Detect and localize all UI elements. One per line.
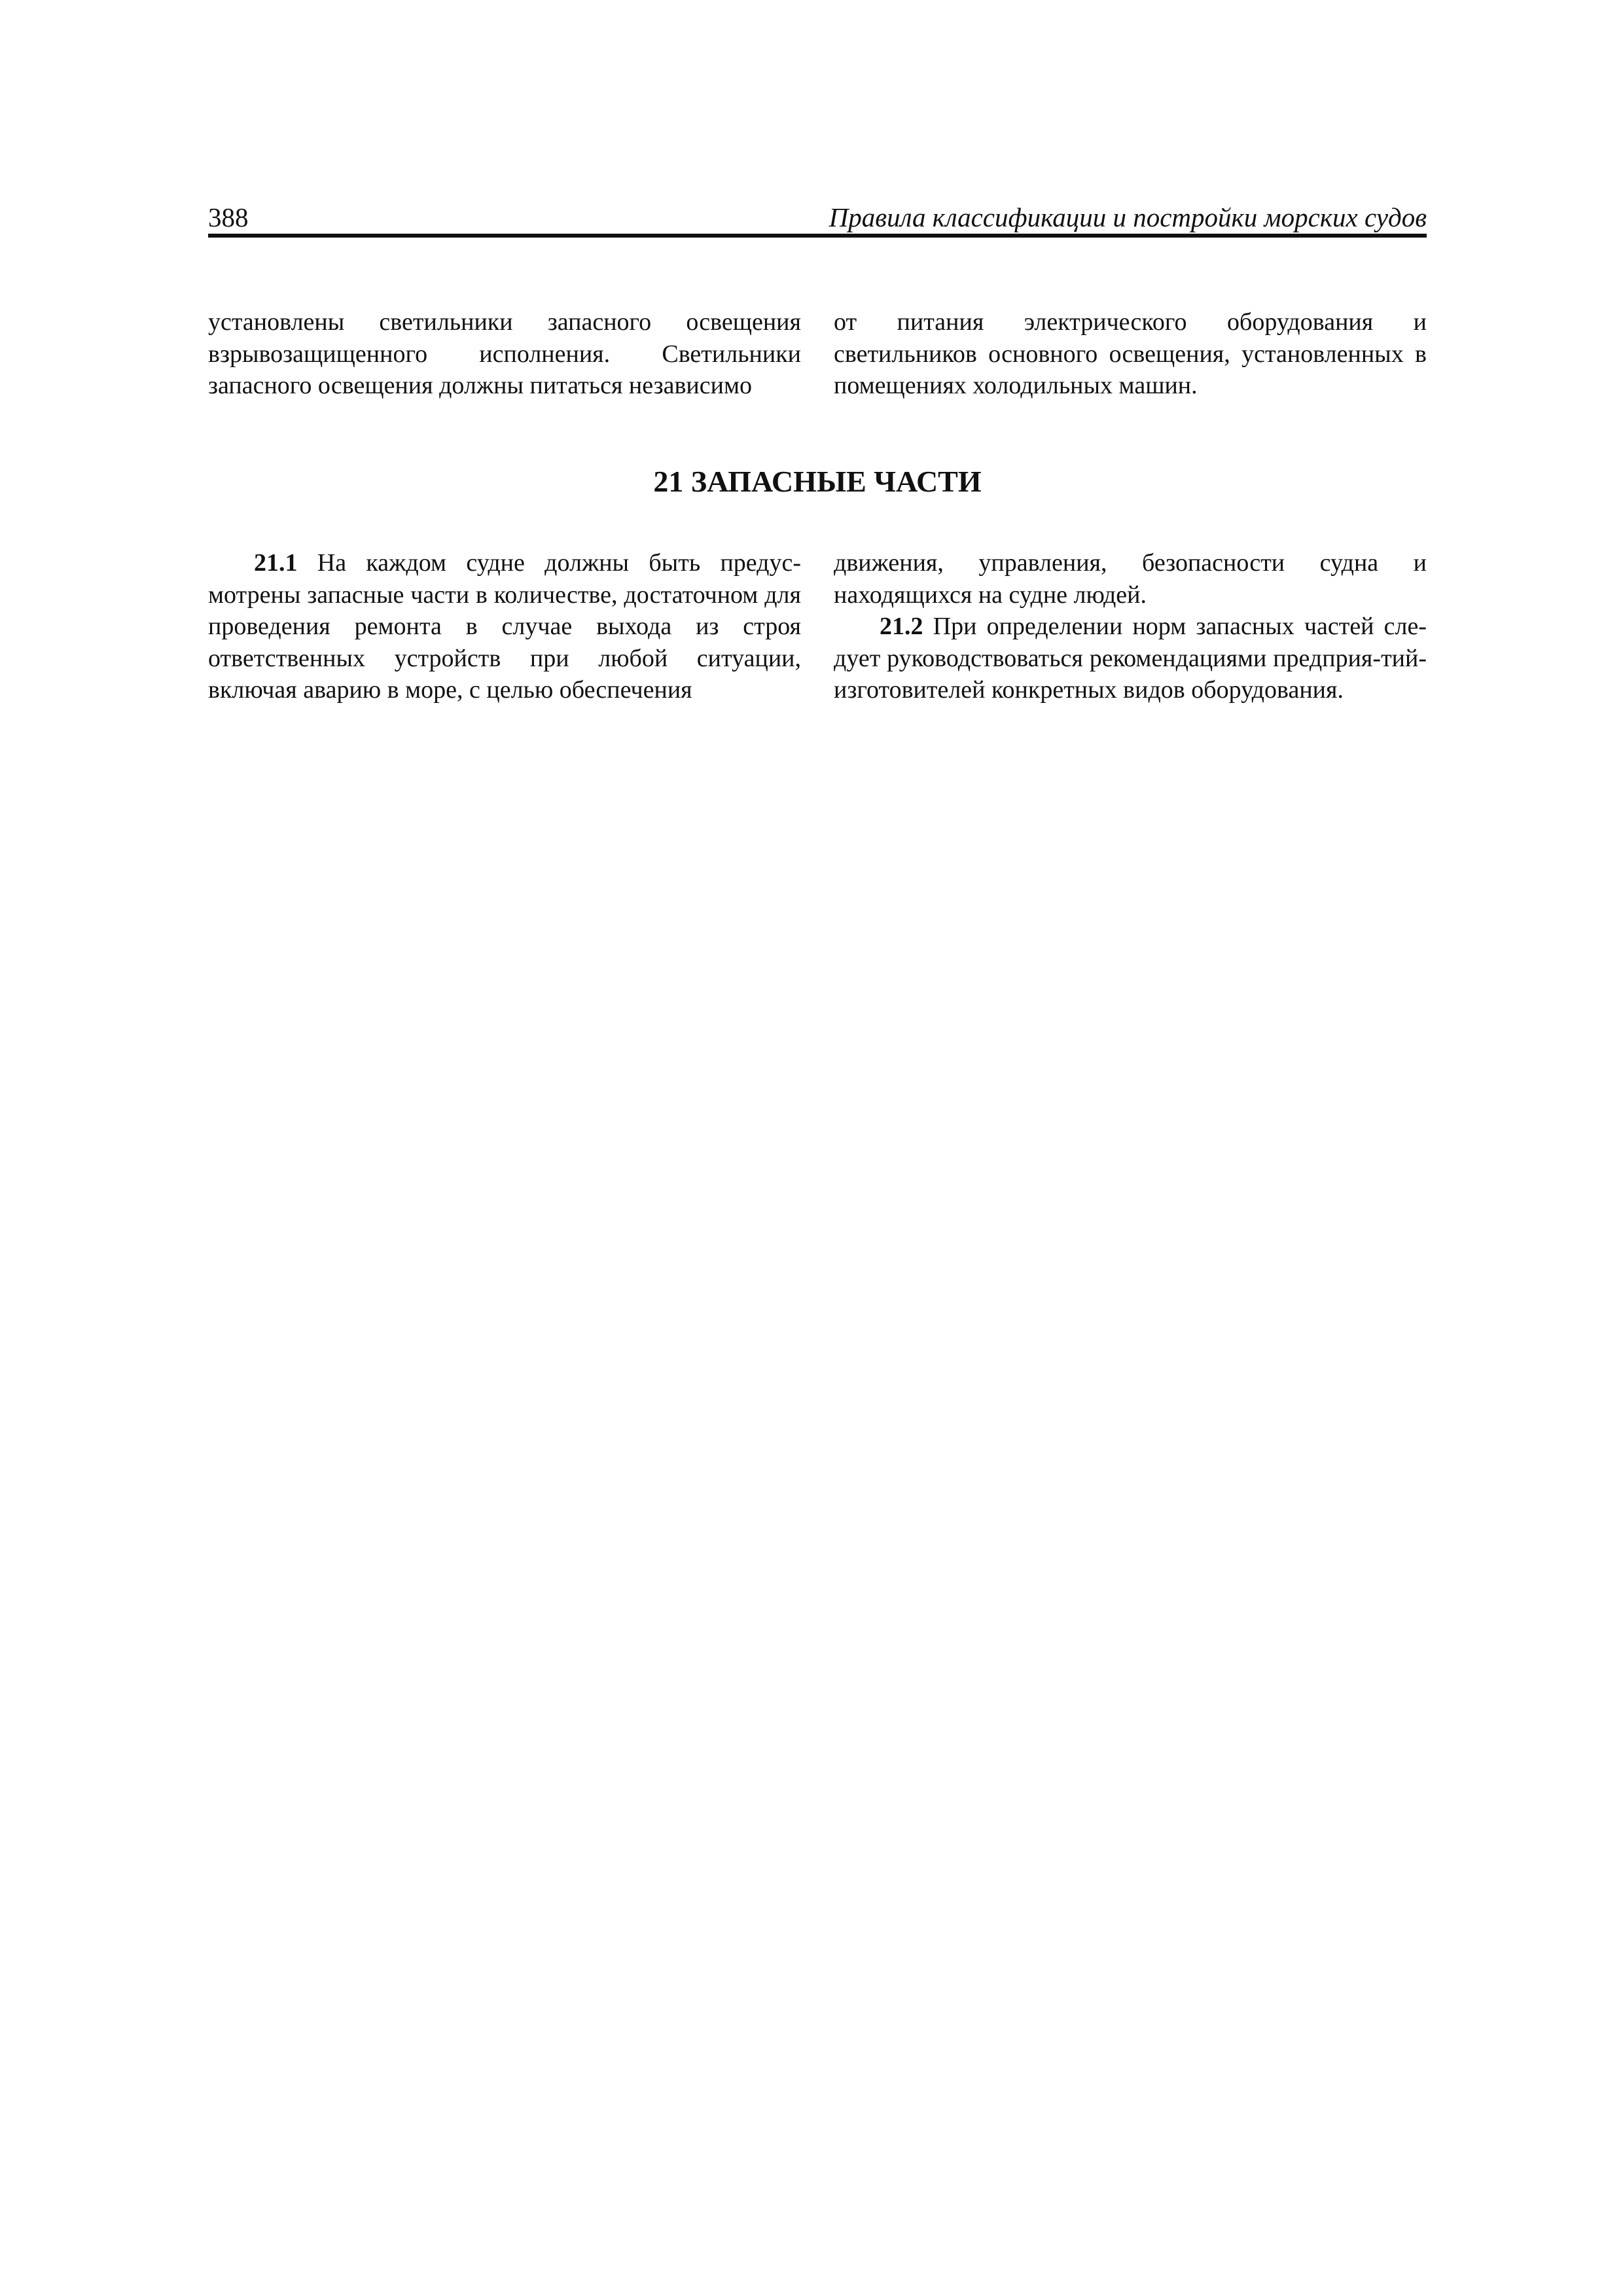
- continuation-text-right: от питания электрического оборудования и светильников основного освещения, установленных в помещениях холодильных машин.: [834, 308, 1427, 399]
- paragraph-number: 21.2: [880, 613, 923, 640]
- paragraph-text: На каждом судне должны быть предус-мотрены запасные части в количестве, достаточном для проведения ремонта в случае выхода из строя ответственных устройств при любой ситуации, включая аварию в море, с целью обеспечения: [208, 549, 801, 704]
- continuation-text-left: установлены светильники запасного освещения взрывозащищенного исполнения. Светильники запасного освещения должны питаться независимо: [208, 308, 801, 399]
- paragraph-21-1: [208, 547, 801, 706]
- running-title: Правила классификации и постройки морских судов: [829, 202, 1427, 232]
- page-header: [208, 200, 1427, 238]
- continuation-block: [208, 306, 1427, 402]
- left-column: [208, 547, 801, 706]
- paragraph-21-1-continued: движения, управления, безопасности судна и находящихся на судне людей.: [834, 549, 1427, 609]
- section-title: 21 ЗАПАСНЫЕ ЧАСТИ: [653, 465, 982, 498]
- right-column: [834, 547, 1427, 706]
- paragraph-text: При определении норм запасных частей сле-дует руководствоваться рекомендациями предприя-тий-изготовителей конкретных видов оборудования.: [834, 613, 1427, 704]
- paragraph-21-2: [834, 611, 1427, 706]
- section-body: [208, 547, 1427, 706]
- paragraph-number: 21.1: [254, 549, 298, 577]
- left-column: [208, 306, 801, 402]
- right-column: [834, 306, 1427, 402]
- page-number: 388: [208, 202, 249, 232]
